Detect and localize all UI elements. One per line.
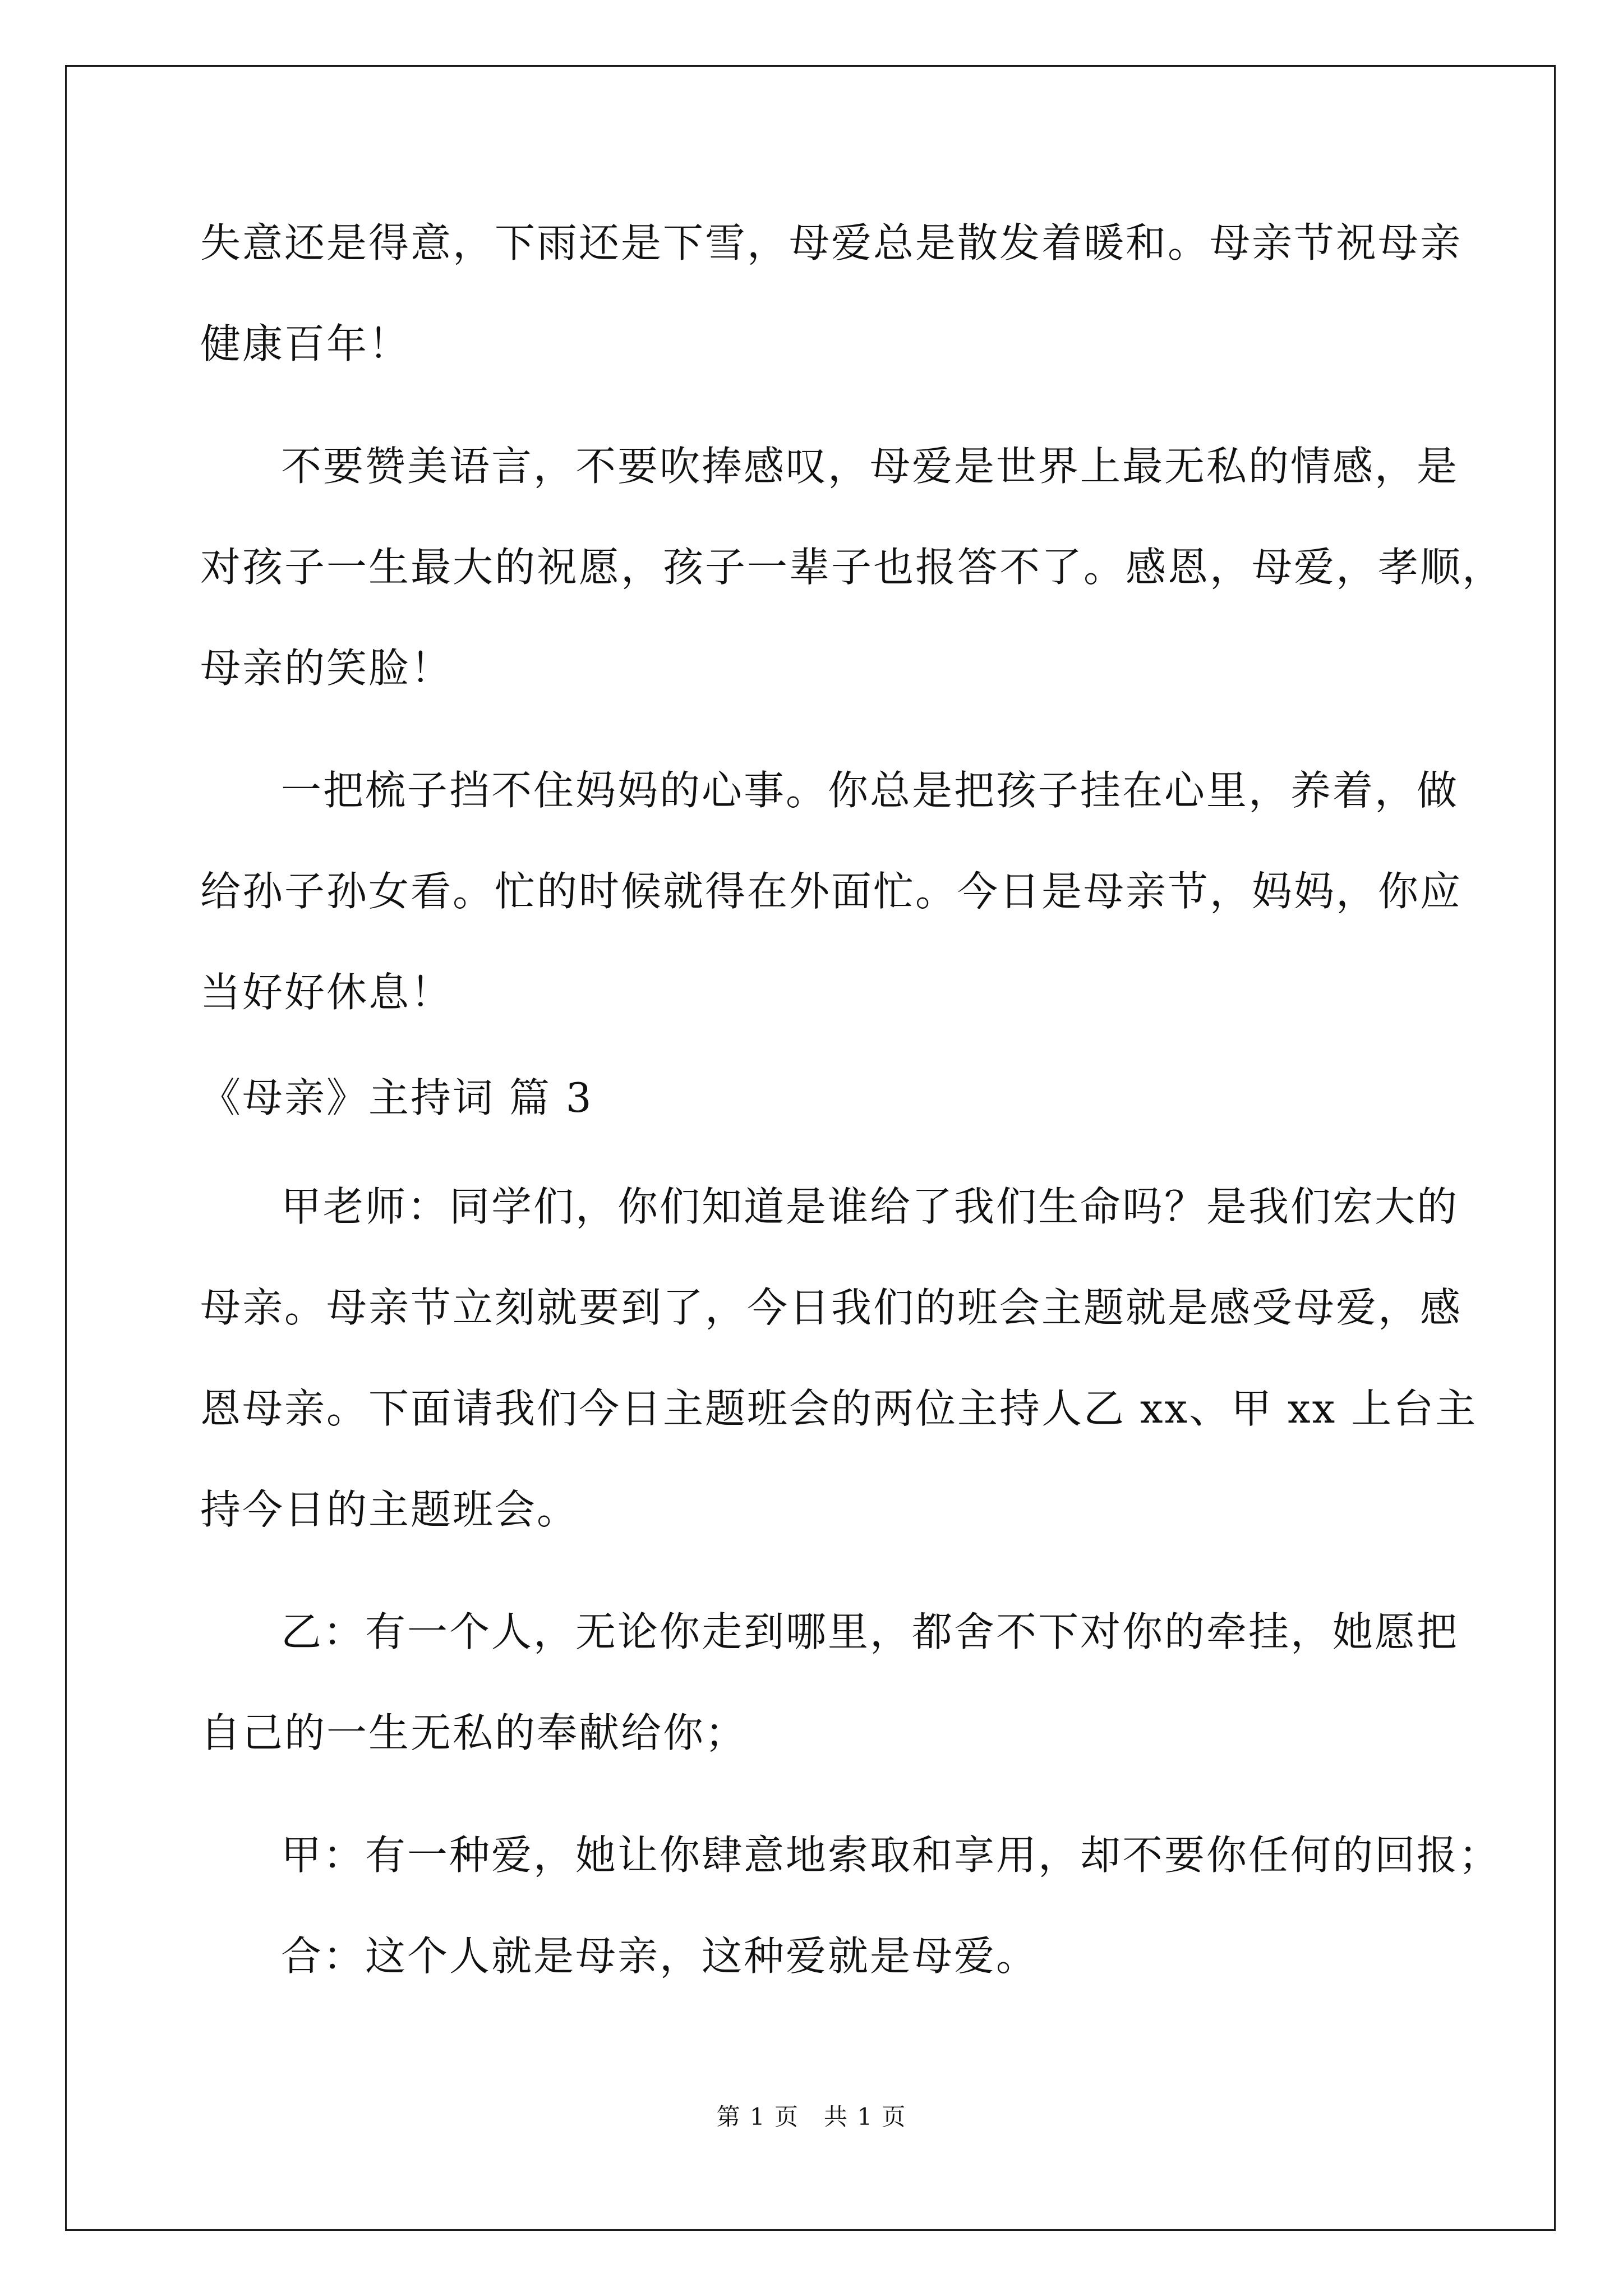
section-heading: 《母亲》主持词 篇 3 <box>200 1074 593 1121</box>
paragraph-line: 给孙子孙女看。忙的时候就得在外面忙。今日是母亲节，妈妈，你应 <box>200 868 1463 915</box>
paragraph-line: 乙：有一个人，无论你走到哪里，都舍不下对你的牵挂，她愿把 <box>281 1608 1459 1655</box>
paragraph-line: 甲老师：同学们，你们知道是谁给了我们生命吗？是我们宏大的 <box>281 1183 1459 1230</box>
paragraph-line: 合：这个人就是母亲，这种爱就是母爱。 <box>281 1932 1039 1980</box>
paragraph-line: 对孩子一生最大的祝愿，孩子一辈子也报答不了。感恩，母爱，孝顺， <box>200 544 1505 591</box>
paragraph-line: 母亲的笑脸！ <box>200 645 453 692</box>
paragraph-line: 母亲。母亲节立刻就要到了，今日我们的班会主题就是感受母爱，感 <box>200 1284 1463 1331</box>
paragraph-line: 失意还是得意，下雨还是下雪，母爱总是散发着暖和。母亲节祝母亲 <box>200 219 1463 266</box>
paragraph-line: 甲：有一种爱，她让你肆意地索取和享用，却不要你任何的回报； <box>281 1832 1501 1879</box>
paragraph-line: 当好好休息！ <box>200 969 453 1016</box>
paragraph-line: 自己的一生无私的奉献给你； <box>200 1709 748 1756</box>
paragraph-line: 一把梳子挡不住妈妈的心事。你总是把孩子挂在心里，养着，做 <box>281 767 1459 814</box>
paragraph-line: 持今日的主题班会。 <box>200 1486 579 1533</box>
paragraph-line: 不要赞美语言，不要吹捧感叹，母爱是世界上最无私的情感，是 <box>281 443 1459 490</box>
page-footer: 第 1 页 共 1 页 <box>716 2103 907 2131</box>
page-border <box>65 65 1556 2231</box>
paragraph-line: 恩母亲。下面请我们今日主题班会的两位主持人乙 xx、甲 xx 上台主 <box>200 1385 1478 1432</box>
paragraph-line: 健康百年！ <box>200 320 411 367</box>
